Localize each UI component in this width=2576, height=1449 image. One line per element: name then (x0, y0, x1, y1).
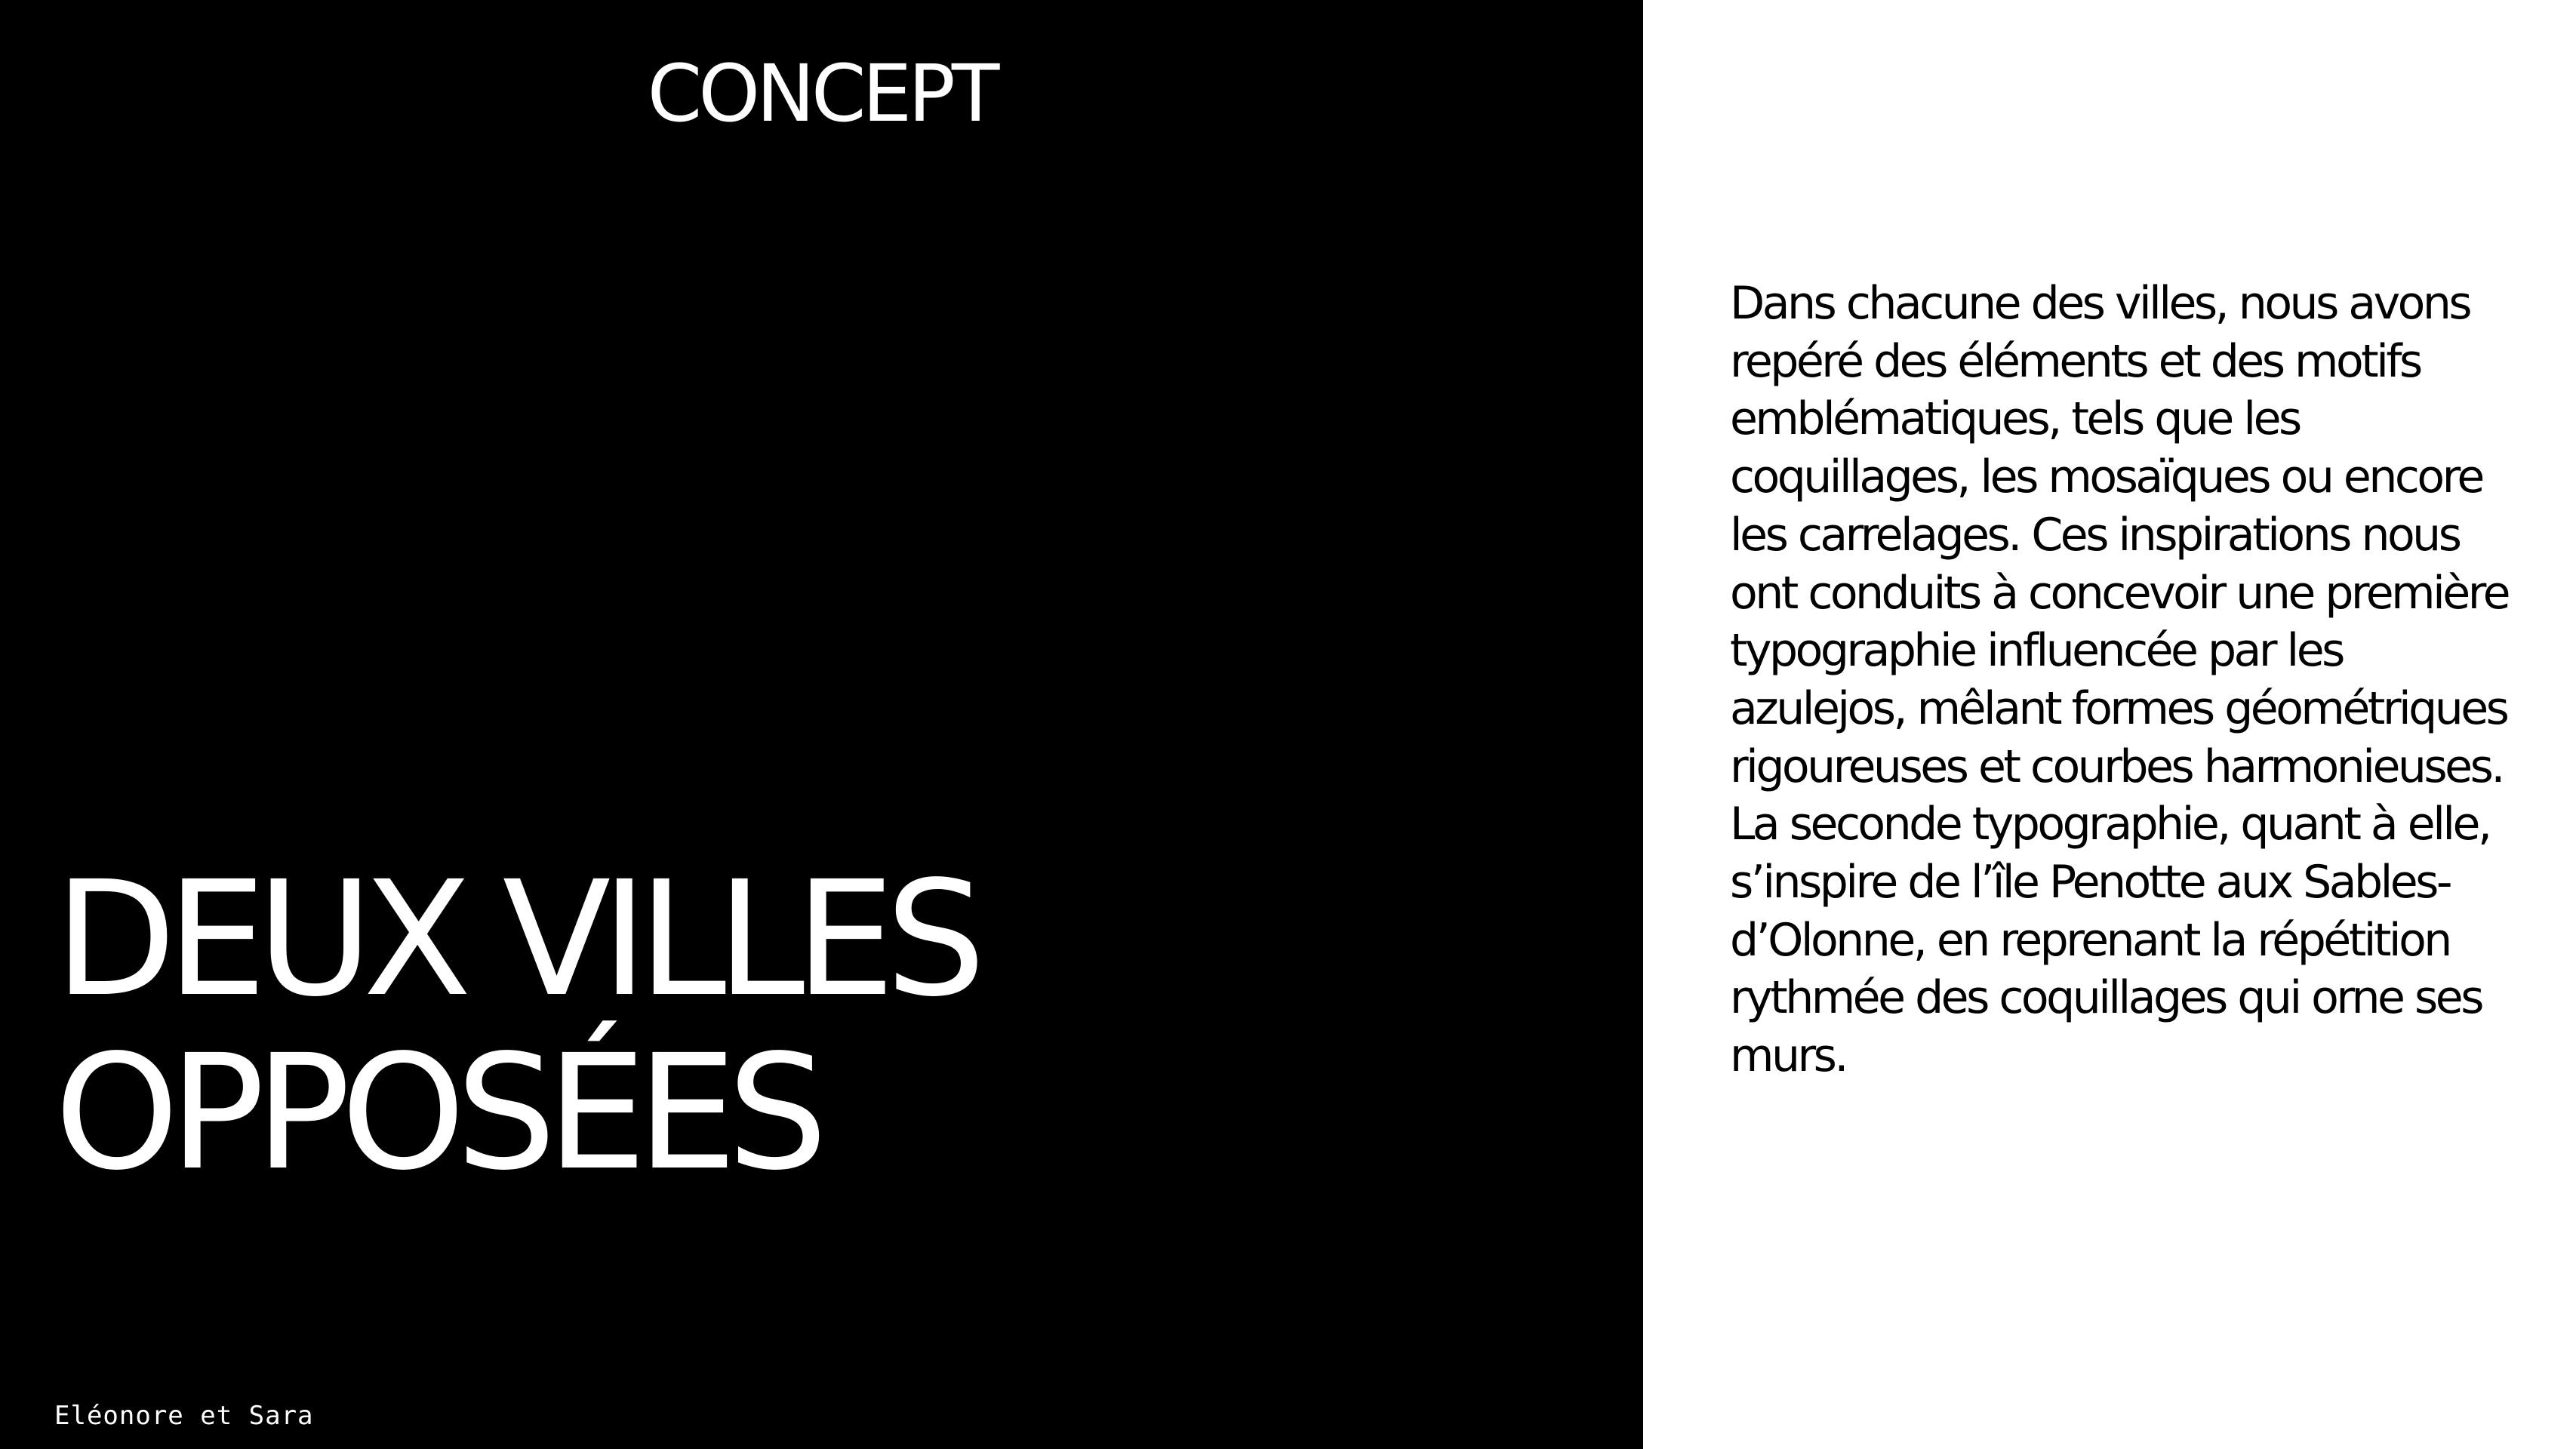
headline-line-2: OPPOSÉES (54, 1020, 818, 1205)
section-label: CONCEPT (647, 48, 996, 140)
description-paragraph-1: Dans chacune des villes, nous avons repéré des éléments et des motifs emblématiques, tels que les coquillages, les mosaïques ou encore les carrelages. Ces inspirations nous ont conduits à concevoir une première typographie influencée par les azulejos, mêlant formes géométriques rigoureuses et courbes harmonieuses. (1730, 277, 2508, 793)
author-credit: Eléonore et Sara (54, 1401, 314, 1431)
concept-description (1730, 275, 2515, 1085)
headline-line-1: DEUX VILLES (54, 847, 977, 1032)
description-paragraph-2: La seconde typographie, quant à elle, s’inspire de l’île Penotte aux Sables-d’Olonne, en reprenant la répétition rythmée des coquillages qui orne ses murs. (1730, 798, 2490, 1083)
slide-headline (54, 847, 977, 1205)
